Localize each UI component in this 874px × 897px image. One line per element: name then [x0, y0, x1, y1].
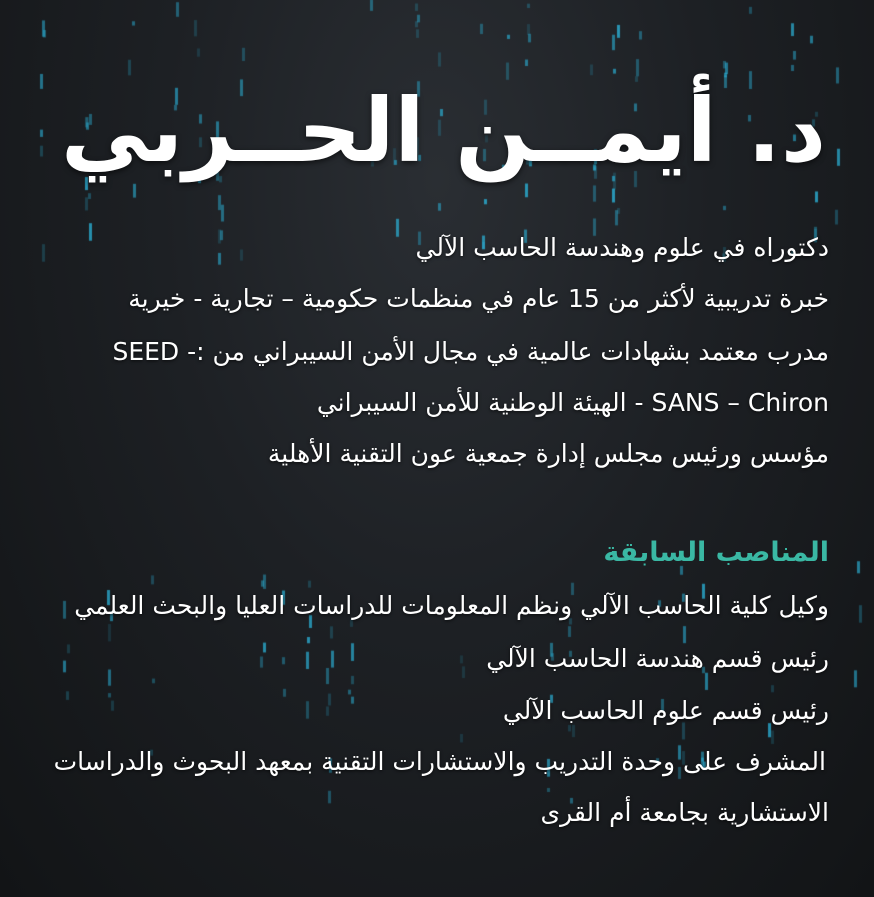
position-item: المشرف على وحدة التدريب والاستشارات التقنية بمعهد البحوث والدراسات [53, 747, 826, 776]
bio-line-degree: دكتوراه في علوم وهندسة الحاسب الآلي [415, 233, 829, 262]
person-name: د. أيمــن الحــربي [60, 79, 826, 182]
bio-line-certifications: SANS – Chiron - الهيئة الوطنية للأمن السيبراني [316, 388, 829, 417]
bio-line-experience: خبرة تدريبية لأكثر من 15 عام في منظمات حكومية – تجارية - خيرية [128, 284, 829, 313]
position-item: رئيس قسم هندسة الحاسب الآلي [486, 644, 829, 673]
previous-positions-heading: المناصب السابقة [603, 537, 829, 568]
bio-line-founder: مؤسس ورئيس مجلس إدارة جمعية عون التقنية الأهلية [267, 439, 829, 468]
position-item: الاستشارية بجامعة أم القرى [540, 798, 829, 827]
bio-line-certified-trainer: مدرب معتمد بشهادات عالمية في مجال الأمن السيبراني من :- SEED [112, 337, 829, 366]
position-item: وكيل كلية الحاسب الآلي ونظم المعلومات للدراسات العليا والبحث العلمي [74, 591, 829, 620]
position-item: رئيس قسم علوم الحاسب الآلي [502, 696, 829, 725]
